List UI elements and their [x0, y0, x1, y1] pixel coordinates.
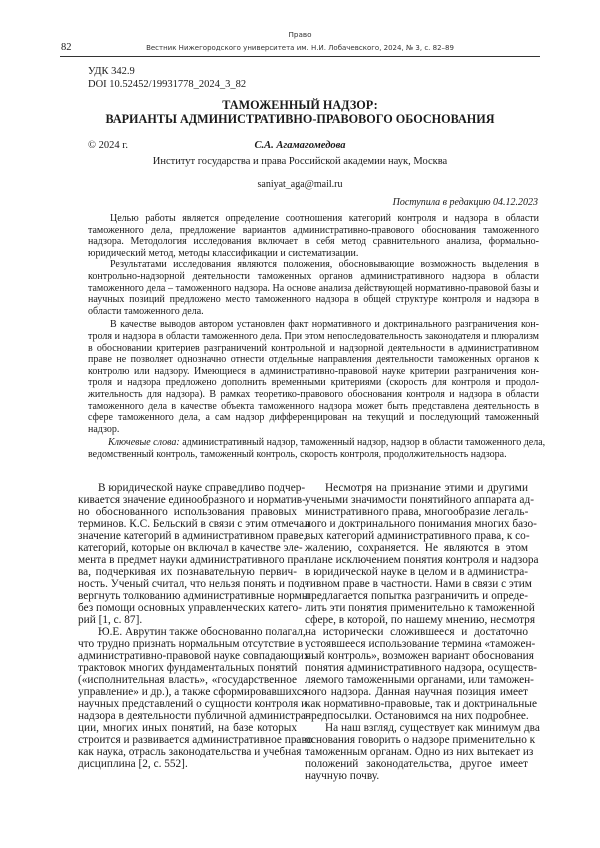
text-line: но обоснованного использования правовых: [78, 506, 297, 518]
text-line: вергнуть толкованию административные нормы: [78, 590, 297, 602]
keywords-line: ведомственный контроль, таможенный контроль, скорость контроля, продолжительность надзора.: [88, 449, 539, 461]
text-line: рий [1, с. 87].: [78, 614, 297, 626]
text-line: ный контроль», возможен вариант обоснования: [305, 650, 528, 662]
abstract: [88, 213, 539, 435]
keywords-text: административный надзор, таможенный надзор, надзор в области таможенного дела,: [182, 437, 545, 448]
text-line: праве не позволяет однозначно отнести отдельные направления деятельности таможенных органов к: [88, 354, 539, 366]
paragraph: [78, 482, 297, 626]
text-line: таможенного дела в качестве объекта таможенного надзора может быть представлена деятельность в: [88, 401, 539, 413]
paragraph: [88, 213, 539, 259]
text-line: научных представлений о сущности контроля и: [78, 698, 297, 710]
text-line: контрольно-надзорной деятельности таможенных органов административного надзора в области: [88, 271, 539, 283]
text-line: кивается значение единообразного и норматив-: [78, 494, 297, 506]
paragraph: [305, 722, 528, 782]
text-line: троля и надзора в области таможенного дела. При этом непоследовательность законодателя и плюрализм: [88, 331, 539, 343]
text-line: без помощи основных управленческих катего-: [78, 602, 297, 614]
body-column-left: [78, 482, 297, 770]
title-line: ВАРИАНТЫ АДМИНИСТРАТИВНО-ПРАВОВОГО ОБОСНОВАНИЯ: [60, 112, 540, 126]
text-line: терминов. К.С. Бельский в связи с этим отмечал: [78, 518, 297, 530]
text-line: в юридической науке в целом и в администра-: [305, 566, 528, 578]
text-line: троля и надзора предложено дополнить временными критериями (скорость для контроля и продол-: [88, 377, 539, 389]
text-line: как нормативно-правовые, так и доктринальные: [305, 698, 528, 710]
running-head-section: Право: [60, 30, 540, 39]
text-line: области таможенного дела.: [88, 306, 539, 318]
text-line: учеными значимости понятийного аппарата ад-: [305, 494, 528, 506]
text-line: понятия административного надзора, осуществ-: [305, 662, 528, 674]
copyright: © 2024 г.: [88, 140, 128, 151]
keywords: [88, 437, 539, 461]
text-line: В юридической науке справедливо подчер-: [78, 482, 297, 494]
text-line: жительность для надзора). В рамках теоретико-правового обоснования контроля и надзора в области: [88, 389, 539, 401]
paragraph: [78, 626, 297, 770]
text-line: категорий, которые он включал в качестве эле-: [78, 542, 297, 554]
paragraph: [88, 259, 539, 317]
text-line: Ю.Е. Аврутин также обоснованно полагал,: [78, 626, 297, 638]
text-line: ного надзора. Данная научная позиция имеет: [305, 686, 528, 698]
page-number: 82: [61, 42, 72, 53]
keywords-label: Ключевые слова:: [108, 437, 180, 448]
text-line: Целью работы является определение соотношения категорий контроля и надзора в области: [88, 213, 539, 225]
text-line: что трудно признать нормальным отсутствие в: [78, 638, 297, 650]
text-line: как наука, отрасль законодательства и учебная: [78, 746, 297, 758]
text-line: тивном праве в частности. Нами в связи с этим: [305, 578, 528, 590]
text-line: В качестве выводов автором установлен факт нормативного и доктринального разграничения кон-: [88, 319, 539, 331]
text-line: вых категорий административного права, к со-: [305, 530, 528, 542]
text-line: надзора в деятельности публичной администра-: [78, 710, 297, 722]
text-line: сфере, в которой, по нашему мнению, несмотря: [305, 614, 528, 626]
text-line: ляемого таможенными органами, или таможен-: [305, 674, 528, 686]
text-line: таможенного дела, предложение вариантов административно-правового обоснования таможенного: [88, 225, 539, 237]
text-line: ного и доктринального понимания многих базо-: [305, 518, 528, 530]
text-line: административно-правовой науке совпадающих: [78, 650, 297, 662]
text-line: жалению, сохраняется. Не являются в этом: [305, 542, 528, 554]
paragraph: [88, 319, 539, 435]
text-line: контролю или надзору. Имеющиеся в административно-правовой науке критерии разграничения кон-: [88, 366, 539, 378]
text-line: таможенным органам. Одно из них вытекает из: [305, 746, 528, 758]
text-line: управление» и др.), а также сформировавшихся: [78, 686, 297, 698]
text-line: плане исключением понятия контроля и надзора: [305, 554, 528, 566]
body-column-right: [305, 482, 528, 782]
text-line: («исполнительная власть», «государственное: [78, 674, 297, 686]
paragraph: [305, 482, 528, 722]
title-line: ТАМОЖЕННЫЙ НАДЗОР:: [60, 98, 540, 112]
text-line: ции, многих иных понятий, на базе которых: [78, 722, 297, 734]
text-line: Результатами исследования являются положения, обосновывающие возможность выделения в: [88, 259, 539, 271]
text-line: устоявшееся использование термина «таможен-: [305, 638, 528, 650]
affiliation: Институт государства и права Российской академии наук, Москва: [60, 156, 540, 167]
text-line: научных позиций предложено место таможенного надзора в общей структуре контроля и надзора в: [88, 294, 539, 306]
text-line: предлагается попытка разграничить и опреде-: [305, 590, 528, 602]
text-line: на исторически сложившееся и достаточно: [305, 626, 528, 638]
keywords-line: [88, 437, 539, 449]
received-date: Поступила в редакцию 04.12.2023: [60, 197, 538, 208]
text-line: На наш взгляд, существует как минимум два: [305, 722, 528, 734]
author-email[interactable]: saniyat_aga@mail.ru: [60, 179, 540, 190]
text-line: научную почву.: [305, 770, 528, 782]
text-line: сфере таможенного дела, а сам надзор дифференцирован на текущий и последующий таможенный: [88, 412, 539, 424]
text-line: Несмотря на признание этими и другими: [305, 482, 528, 494]
header-rule: [60, 56, 540, 57]
text-line: ность. Ученый считал, что нельзя понять и под-: [78, 578, 297, 590]
doi[interactable]: DOI 10.52452/19931778_2024_3_82: [88, 78, 246, 91]
text-line: в обосновании критериев разграничений контрольной и надзорной деятельности в административном: [88, 343, 539, 355]
text-line: значение категорий в административном праве,: [78, 530, 297, 542]
text-line: предпосылки. Остановимся на них подробнее.: [305, 710, 528, 722]
text-line: юридический метод, методы классификации и систематизации.: [88, 248, 539, 260]
text-line: надзора. Методология исследования включает в себя метод сравнительного анализа, формально-: [88, 236, 539, 248]
text-line: основания говорить о надзоре применительно к: [305, 734, 528, 746]
journal-citation: Вестник Нижегородского университета им. Н.И. Лобачевского, 2024, № 3, с. 82–89: [60, 44, 540, 52]
article-meta: [88, 65, 246, 91]
text-line: трактовок многих фундаментальных понятий: [78, 662, 297, 674]
udc-code: УДК 342.9: [88, 65, 246, 78]
article-title: [60, 98, 540, 126]
text-line: лить эти понятия применительно к таможенной: [305, 602, 528, 614]
text-line: таможенного дела – таможенного надзора. На основе анализа действующей нормативно-правовой базы и: [88, 283, 539, 295]
text-line: дисциплина [2, с. 552].: [78, 758, 297, 770]
author-name: С.А. Агамагомедова: [60, 140, 540, 151]
text-line: надзор.: [88, 424, 539, 436]
text-line: строится и развивается административное право: [78, 734, 297, 746]
text-line: положений законодательства, другое имеет: [305, 758, 528, 770]
text-line: министративного права, многообразие легаль-: [305, 506, 528, 518]
text-line: мента в предмет науки административного пра-: [78, 554, 297, 566]
text-line: ва, подчеркивая их познавательную первич-: [78, 566, 297, 578]
